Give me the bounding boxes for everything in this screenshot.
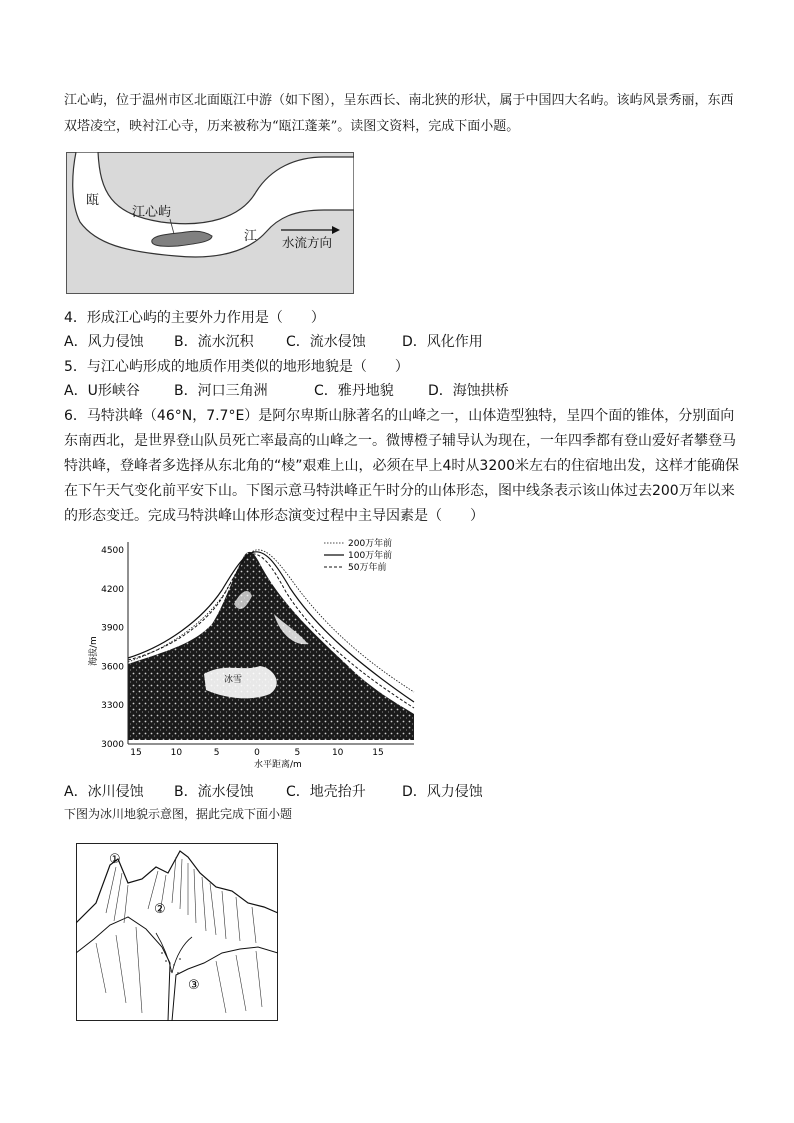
y-tick-label: 3000 xyxy=(101,740,124,750)
marker-2: ② xyxy=(154,902,166,917)
y-tick-label: 3600 xyxy=(101,662,124,673)
snow-annotation: 冰雪 xyxy=(224,675,243,685)
x-axis-label: 水平距离/m xyxy=(254,760,302,770)
x-tick-label: 10 xyxy=(170,748,183,758)
matterhorn-chart xyxy=(84,534,420,770)
x-tick-label: 0 xyxy=(254,748,260,758)
marker-3: ③ xyxy=(188,978,200,993)
flow-direction-label: 水流方向 xyxy=(282,235,333,250)
island-label: 江心屿 xyxy=(132,205,172,220)
x-tick-label: 10 xyxy=(331,748,344,758)
y-axis-label: 海拔/m xyxy=(89,636,99,666)
question-6-stem: 6．马特洪峰（46°N，7.7°E）是阿尔卑斯山脉著名的山峰之一，山体造型独特，呈四个面的锥体，分别面向东南西北，是世界登山队员死亡率最高的山峰之一。微博橙子辅导认为现在，一年四季都有登山爱好者攀登马特洪峰，登峰者多选择从东北角的“棱”艰难上山，必须在早上4时从3200米左右的住宿地出发，这样才能确保在下午天气变化前平安下山。下图示意马特洪峰正午时分的山体形态，图中线条表示该山体过去200万年以来的形态变迁。完成马特洪峰山体形态演变过程中主导因素是（ ） xyxy=(64,408,740,524)
x-axis-ticks xyxy=(130,748,383,758)
q4-option-c[interactable]: C．流水侵蚀 xyxy=(286,334,366,350)
x-tick-label: 15 xyxy=(372,748,384,758)
y-tick-label: 3300 xyxy=(101,701,124,712)
q5-option-b[interactable]: B．河口三角洲 xyxy=(174,383,268,399)
intro-passage: 江心屿，位于温州市区北面瓯江中游（如下图），呈东西长、南北狭的形状，属于中国四大名屿。该屿风景秀丽，东西双塔凌空，映衬江心寺，历来被称为“瓯江蓬莱”。读图文资料，完成下面小题。 xyxy=(64,93,734,134)
jiangxinyu-map xyxy=(66,152,354,294)
q5-option-c[interactable]: C．雅丹地貌 xyxy=(314,383,394,399)
question-5-options xyxy=(64,379,624,403)
y-tick-label: 3900 xyxy=(101,623,124,634)
glacier-intro: 下图为冰川地貌示意图，据此完成下面小题 xyxy=(64,807,293,821)
x-tick-label: 5 xyxy=(294,748,301,758)
river-label-jiang: 江 xyxy=(244,229,258,244)
legend-50k: 50万年前 xyxy=(348,563,387,573)
glacier-landform-figure xyxy=(76,843,278,1021)
q6-option-b[interactable]: B．流水侵蚀 xyxy=(174,784,254,800)
x-tick-label: 5 xyxy=(213,748,220,758)
question-5-stem: 5．与江心屿形成的地质作用类似的地形地貌是（ ） xyxy=(64,359,409,375)
q6-option-c[interactable]: C．地壳抬升 xyxy=(286,784,366,800)
chart-legend xyxy=(324,537,392,573)
y-axis-ticks xyxy=(101,546,124,750)
question-4-options xyxy=(64,330,624,354)
q5-option-a[interactable]: A．U形峡谷 xyxy=(64,383,140,399)
q6-option-d[interactable]: D．风力侵蚀 xyxy=(402,784,483,800)
q4-option-d[interactable]: D．风化作用 xyxy=(402,334,483,350)
question-6-options xyxy=(64,780,624,804)
legend-100k: 100万年前 xyxy=(348,551,393,561)
question-4-stem: 4．形成江心屿的主要外力作用是（ ） xyxy=(64,310,325,326)
q4-option-a[interactable]: A．风力侵蚀 xyxy=(64,334,144,350)
q6-option-a[interactable]: A．冰川侵蚀 xyxy=(64,784,144,800)
x-tick-label: 15 xyxy=(130,748,142,758)
y-tick-label: 4200 xyxy=(101,584,124,595)
marker-1: ① xyxy=(109,852,121,867)
q5-option-d[interactable]: D．海蚀拱桥 xyxy=(428,383,509,399)
river-label-ou: 瓯 xyxy=(86,193,100,208)
y-tick-label: 4500 xyxy=(101,546,124,556)
legend-200k: 200万年前 xyxy=(348,539,393,549)
q4-option-b[interactable]: B．流水沉积 xyxy=(174,334,254,350)
